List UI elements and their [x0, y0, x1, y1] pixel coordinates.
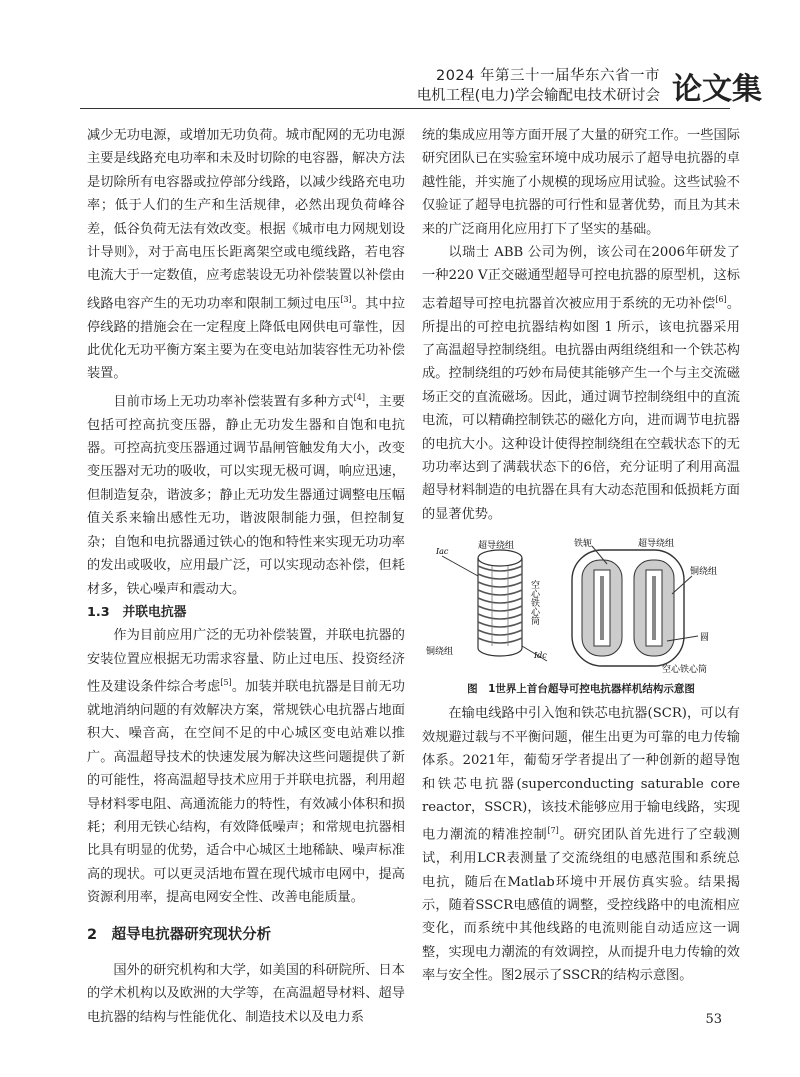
header-conference-line2: 电机工程(电力)学会输配电技术研讨会: [416, 88, 660, 104]
paragraph: 国外的研究机构和大学，如美国的科研院所、日本的学术机构以及欧洲的大学等，在高温超导材料、超导电抗器的结构与性能优化、制造技术以及电力系: [87, 962, 405, 1025]
section-heading: 2 超导电抗器研究现状分析: [87, 926, 272, 943]
label-core-tube-2: 空心铁心筒: [662, 665, 708, 676]
citation: [3]: [340, 294, 352, 304]
label-cu-winding-2: 铜绕组: [690, 567, 718, 578]
label-yoke: 铁轭: [574, 539, 593, 550]
citation: [5]: [220, 678, 232, 688]
paragraph: 目前市场上无功功率补偿装置有多种方式[4]，主要包括可控高抗变压器，静止无功发生器和自饱和电抗器。可控高抗变压器通过调节晶闸管触发角大小，改变变压器对无功的吸收，可以实现无极可调，响应迅速，但制造复杂，谐波多；静止无功发生器通过调整电压幅值关系来输出感性无功，谐波限制能力强，但控制复杂；自饱和电抗器通过铁心的饱和特性来实现无功功率的发出或吸收，应用最广泛，可以实现动态补偿，但耗材多，铁心噪声和震动大。: [87, 392, 406, 597]
label-round: 圆: [700, 633, 710, 644]
paragraph: 减少无功电源，或增加无功负荷。城市配网的无功电源主要是线路充电功率和未及时切除的电容器，解决方法是切除所有电容器或拉停部分线路，以减少线路充电功率；低于人们的生产和生活规律，必然出现负荷峰谷差，低谷负荷无法有效改变。根据《城市电力网规划设计导则》，对于高电压长距离架空或电缆线路，若电容电流大于一定数值，应考虑装设无功补偿装置以补偿由线路电容产生的无功功率和限制工频过电压[3]。其中拉停线路的措施会在一定程度上降低电网供电可靠性，因此优化无功平衡方案主要为在变电站加装容性无功补偿装置。: [87, 128, 406, 382]
paragraph: 统的集成应用等方面开展了大量的研究工作。一些国际研究团队已在实验室环境中成功展示了超导电抗器的卓越性能，并实施了小规模的现场应用试验。这些试验不仅验证了超导电抗器的可行性和显著优势，而且为其未来的广泛商用化应用打下了坚实的基础。: [422, 128, 740, 237]
paragraph: 作为目前应用广泛的无功补偿装置，并联电抗器的安装位置应根据无功需求容量、防止过电压、投资经济性及建设条件综合考虑[5]。加装并联电抗器是目前无功就地消纳问题的有效解决方案，常规铁心电抗器占地面积大、噪音高，在空间不足的中心城区变电站难以推广。高温超导技术的快速发展为解决这些问题提供了新的可能性，将高温超导技术应用于并联电抗器，利用超导材料零电阻、高通流能力的特性，有效减小体积和损耗；利用无铁心结构，有效降低噪声；和常规电抗器相比具有明显的优势，适合中心城区土地稀缺、噪声标准高的现状。可以更灵活地布置在现代城市电网中，提高资源利用率，提高电网安全性、改善电能质量。: [87, 628, 405, 906]
citation: [7]: [547, 826, 559, 836]
right-cross-section-drawing: [572, 546, 698, 666]
citation: [6]: [715, 294, 727, 304]
subsection-heading: 1.3 并联电抗器: [87, 604, 187, 620]
paragraph: 以瑞士 ABB 公司为例，该公司在2006年研发了一种220 V正交磁通型超导可控电抗器的原型机，这标志着超导可控电抗器首次被应用于系统的无功补偿[6]。所提出的可控电抗器结构如图 1 所示，该电抗器采用了高温超导控制绕组。电抗器由两组绕组和一个铁芯构成。控制绕组的巧妙布局使其能够产生一个与主交流磁场正交的直流磁场。因此，通过调节控制绕组中的直流电流，可以精确控制铁芯的磁化方向，进而调节电抗器的电抗大小。这种设计使得控制绕组在空载状态下的无功功率达到了满载状态下的6倍，充分证明了利用高温超导材料制造的电抗器在具有大动态范围和低损耗方面的显著优势。: [422, 245, 741, 522]
page-header: [0, 0, 800, 110]
header-proceedings-label: 论文集: [672, 72, 762, 107]
label-core-tube: 空心铁心筒: [529, 580, 539, 626]
label-iac: Iac: [436, 547, 449, 557]
figure-caption: 图 1世界上首台超导可控电抗器样机结构示意图: [467, 683, 695, 696]
reactor-structure-diagram: [422, 536, 740, 676]
page-number: 53: [705, 1012, 722, 1027]
header-rule: [80, 108, 730, 109]
paragraph: 在输电线路中引入饱和铁芯电抗器(SCR)，可以有效规避过载与不平衡问题，催生出更为可靠的电力传输体系。2021年，葡萄牙学者提出了一种创新的超导饱和铁芯电抗器(superconducting saturable core reactor，SSCR)，该技术能够应用于输电线路，实现电力潮流的精准控制[7]。研究团队首先进行了空载测试，利用LCR表测量了交流绕组的电感范围和系统总电抗，随后在Matlab环境中开展仿真实验。结果揭示，随着SSCR电感值的调整，受控线路中的电流相应变化，而系统中其他线路的电流则能自动适应这一调整，实现电力潮流的有效调控，从而提升电力传输的效率与安全性。图2展示了SSCR的结构示意图。: [422, 706, 741, 984]
figure-1: [422, 536, 740, 676]
header-conference-line1: 2024 年第三十一届华东六省一市: [435, 68, 660, 84]
label-sc-winding-2: 超导绕组: [638, 539, 675, 550]
right-column: [422, 124, 740, 988]
label-cu-winding: 铜绕组: [426, 647, 454, 658]
left-column: [87, 124, 405, 1029]
citation: [4]: [353, 392, 365, 402]
label-sc-winding: 超导绕组: [478, 541, 515, 552]
label-idc: Idc: [534, 651, 547, 661]
